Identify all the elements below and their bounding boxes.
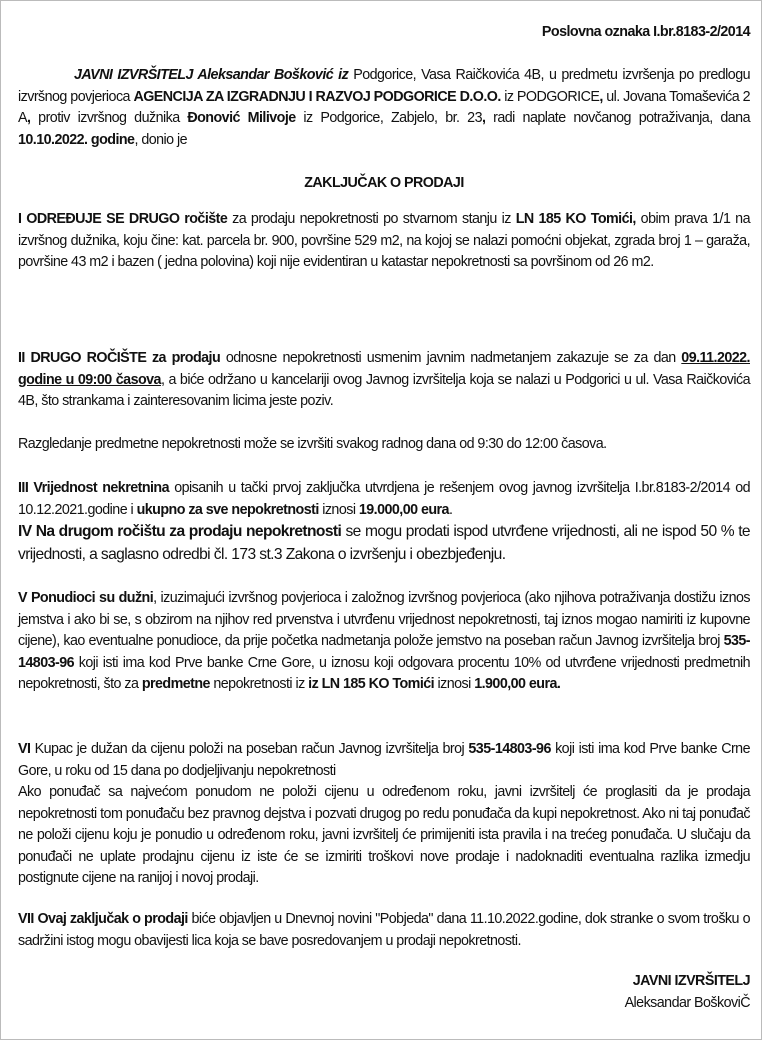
section-5-text-2: koji isti ima kod Prve banke Crne Gore, u iznosu koji odgovara procentu 10% od utvrđene vrijednosti predmetnih nepokretnosti, što za	[18, 654, 750, 692]
signature-name: Aleksandar BoškoviČ	[624, 994, 750, 1011]
section-3-heading: III Vrijednost nekretnina	[18, 480, 170, 496]
reference-text: Poslovna oznaka I.br.8183-2/2014	[541, 24, 750, 40]
intro-comma-1: ,	[599, 88, 603, 105]
section-5-property: iz LN 185 KO Tomići	[308, 676, 435, 692]
section-3-text-2: iznosi	[318, 501, 359, 518]
section-6-text-2: koji isti ima kod Prve banke Crne Gore, u roku od 15 dana po dodjeljivanju nepokretnosti	[18, 741, 750, 779]
section-2	[18, 348, 750, 413]
intro-comma-2: ,	[27, 110, 31, 126]
viewing-text: Razgledanje predmetne nepokretnosti može se izvršiti svakog radnog dana od 9:30 do 12:00 časova.	[18, 436, 607, 452]
section-3-text-1: opisanih u tački prvoj zaključka utvrdjena je rešenjem ovog javnog izvršitelja I.br.8183-2/2014 od 10.12.2021.godine i	[18, 480, 751, 518]
section-7-heading: VII Ovaj zaključak o prodaji	[18, 911, 188, 927]
section-7-text: biće objavljen u Dnevnoj novini "Pobjeda" dana 11.10.2022.godine, dok stranke o svom trošku o sadržini istog mogu obavijesti lica koja se bave posredovanjem u prodaji nepokretnosti.	[18, 911, 750, 949]
hearing-date: 09.11.2022. godine u 09:00 časova	[18, 350, 750, 388]
intro-text-7: , donio je	[134, 131, 187, 148]
intro-comma-3: ,	[481, 110, 486, 126]
title-text: ZAKLJUČAK O PRODAJI	[304, 175, 464, 191]
section-6-heading: VI	[18, 741, 31, 757]
section-5-emph: predmetne	[141, 676, 210, 692]
enforcer-name: JAVNI IZVRŠITELJ Aleksandar Bošković iz	[74, 67, 349, 83]
debtor-name: Đonović Milivoje	[187, 110, 296, 126]
section-1-text-1: za prodaju nepokretnosti po stvarnom stanju iz	[227, 211, 516, 227]
section-1-heading: I ODREĐUJE SE DRUGO ročište	[18, 211, 228, 227]
reference-number	[18, 22, 750, 44]
account-number-2: 535-14803-96	[468, 741, 551, 757]
viewing-paragraph	[18, 434, 750, 456]
creditor-name: AGENCIJA ZA IZGRADNJU I RAZVOJ PODGORICE D.O.O.	[133, 88, 501, 105]
intro-paragraph	[18, 65, 750, 151]
section-6-text-1: Kupac je dužan da cijenu položi na poseban račun Javnog izvršitelja broj	[30, 741, 469, 757]
section-5-text-1: , izuzimajući izvršnog povjerioca i založnog izvršnog povjerioca (ako njihova potraživanja dostižu iznos jemstva i ako bi se, s obzirom na njihov red prvenstva i utvrđenu vrijednost nepokretnosti, taj iznos mogao namiriti iz kupovne cijene), kao eventualne ponudioce, da prije početka nadmetanja polože jemstvo na poseban račun Javnog izvršitelja broj	[18, 590, 750, 649]
section-1	[18, 209, 750, 274]
section-4-heading: IV Na drugom ročištu za prodaju nepokretnosti	[18, 523, 342, 540]
section-4-text: se mogu prodati ispod utvrđene vrijednosti, ali ne ispod 50 % te vrijednosti, a saglasno odredbi čl. 173 st.3 Zakona o izvršenju i obezbjeđenju.	[18, 523, 750, 563]
section-5-text-3: nepokretnosti iz	[209, 676, 309, 692]
section-5-text-4: iznosi	[434, 676, 475, 692]
intro-text-5: iz Podgorice, Zabjelo, br. 23	[295, 110, 482, 126]
section-5-heading: V Ponudioci su dužni	[18, 590, 154, 606]
account-number: 535-14803-96	[18, 633, 750, 671]
intro-text-2: iz PODGORICE	[500, 88, 600, 105]
section-1-text-2: obim prava 1/1 na izvršnog dužnika, koju čine: kat. parcela br. 900, površine 529 m2, na kojoj se nalazi pomoćni objekat, zgrada broj 1 – garaža, površine 43 m2 i bazen ( jedna polovina) koji nije evidentiran u katastar nepokretnosti sa površinom od 26 m2.	[18, 211, 750, 270]
signature-title: JAVNI IZVRŠITELJ	[632, 973, 750, 989]
section-3	[18, 478, 750, 521]
section-7	[18, 909, 750, 952]
section-2-text-2: , a biće održano u kancelariji ovog Javnog izvršitelja koja se nalazi u Podgorici u ul. Vasa Raičkovića 4B, što strankama i zainteresovanim licima jeste poziv.	[18, 371, 750, 409]
intro-text-1: Podgorice, Vasa Raičkovića 4B, u predmetu izvršenja po predlogu izvršnog povjerioca	[18, 67, 750, 105]
intro-text-3: ul. Jovana Tomaševića 2 A	[18, 88, 750, 126]
intro-text-4: protiv izvršnog dužnika	[30, 110, 188, 126]
total-label: ukupno za sve nepokretnosti	[136, 501, 319, 518]
section-2-heading: II DRUGO ROČIŠTE za prodaju	[18, 350, 221, 366]
document-title	[18, 173, 750, 195]
section-2-text-1: odnosne nepokretnosti usmenim javnim nadmetanjem zakazuje se za dan	[220, 350, 682, 366]
section-1-property: LN 185 KO Tomići,	[515, 211, 636, 227]
section-6	[18, 739, 750, 890]
signature-block	[18, 971, 750, 1014]
decision-date: 10.10.2022. godine	[18, 131, 135, 148]
section-5	[18, 588, 750, 696]
section-4	[18, 520, 750, 566]
section-3-text-3: .	[448, 501, 453, 518]
deposit-value: 1.900,00 eura.	[474, 676, 561, 692]
intro-text-6: radi naplate novčanog potraživanja, dana	[485, 110, 750, 126]
section-6-text-3: Ako ponuđač sa najvećom ponudom ne položi cijenu u određenom roku, javni izvršitelj će proglasiti da je prodaja nepokretnosti tom ponuđaču bez pravnog dejstva i pozvati drugog po redu ponuđača da kupi nepokretnost. Ako ni taj ponuđač ne položi cijenu koju je ponudio u određenom roku, javni izvršitelj će primijeniti ista pravila i na trećeg ponuđača. U slučaju da ponuđači ne uplate prodajnu cijenu iz iste će se izmiriti troškovi nove prodaje i nadoknaditi eventualna razlika izmedju postignute cijene na ranijoj i novoj prodaji.	[18, 784, 750, 886]
total-value: 19.000,00 eura	[358, 501, 449, 518]
